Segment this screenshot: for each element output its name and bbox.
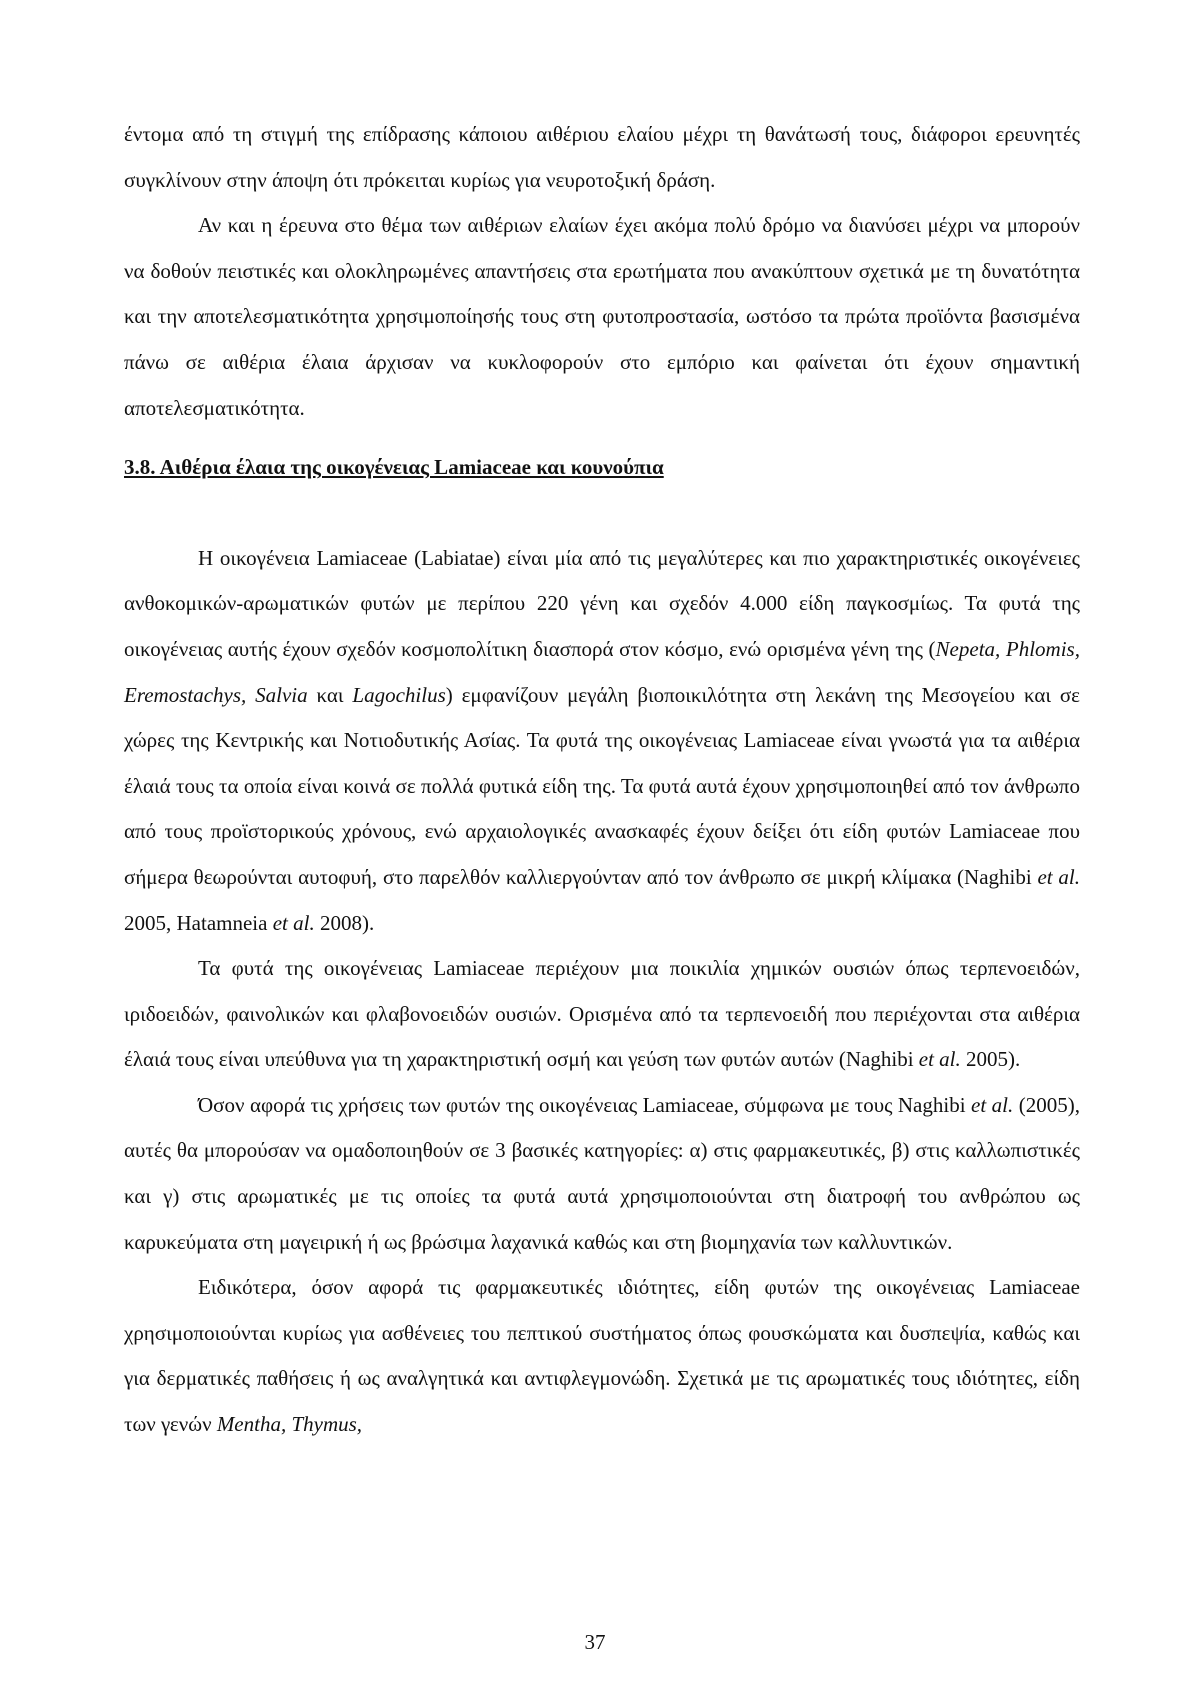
paragraph-text: Τα φυτά της οικογένειας Lamiaceae περιέχουν μια ποικιλία χημικών ουσιών όπως τερπενοειδών, ιριδοειδών, φαινολικών και φλαβονοειδών ουσιών. Ορισμένα από τα τερπενοειδή που περιέχονται στα αιθέρια έλαιά τους είναι υπεύθυνα για τη χαρακτηριστική οσμή και γεύση των φυτών αυτών (Naghibi [124, 956, 1080, 1072]
paragraph: Αν και η έρευνα στο θέμα των αιθέριων ελαίων έχει ακόμα πολύ δρόμο να διανύσει μέχρι να μπορούν να δοθούν πειστικές και ολοκληρωμένες απαντήσεις στα ερωτήματα που ανακύπτουν σχετικά με τη δυνατότητα και την αποτελεσματικότητα χρησιμοποίησής τους στη φυτοπροστασία, ωστόσο τα πρώτα προϊόντα βασισμένα πάνω σε αιθέρια έλαια άρχισαν να κυκλοφορούν στο εμπόριο και φαίνεται ότι έχουν σημαντική αποτελεσματικότητα. [124, 213, 1080, 420]
paragraph [124, 536, 1080, 946]
paragraph [124, 1265, 1080, 1447]
paragraph-text: Ειδικότερα, όσον αφορά τις φαρμακευτικές ιδιότητες, είδη φυτών της οικογένειας Lamiaceae χρησιμοποιούνται κυρίως για ασθένειες του πεπτικού συστήματος όπως φουσκώματα και δυσπεψία, καθώς και για δερματικές παθήσεις ή ως αναλγητικά και αντιφλεγμονώδη. Σχετικά με τις αρωματικές τους ιδιότητες, είδη των γενών [124, 1275, 1080, 1437]
paragraph-text: Η οικογένεια Lamiaceae (Labiatae) είναι μία από τις μεγαλύτερες και πιο χαρακτηριστικές οικογένειες ανθοκομικών-αρωματικών φυτών με περίπου 220 γένη και σχεδόν 4.000 είδη παγκοσμίως. Τα φυτά της οικογένειας αυτής έχουν σχεδόν κοσμοπολίτικη διασπορά στον κόσμο, ενώ ορισμένα γένη της ( [124, 545, 1080, 661]
paragraph-text: Όσον αφορά τις χρήσεις των φυτών της οικογένειας Lamiaceae, σύμφωνα με τους Naghibi [198, 1092, 972, 1117]
continuation-paragraph: έντομα από τη στιγμή της επίδρασης κάποιου αιθέριου ελαίου μέχρι τη θανάτωσή τους, διάφοροι ερευνητές συγκλίνουν στην άποψη ότι πρόκειται κυρίως για νευροτοξική δράση. [124, 122, 1080, 192]
document-page [124, 112, 1080, 1448]
genus-name-italic: Lagochilus [352, 682, 446, 707]
paragraph-text: (2005), αυτές θα μπορούσαν να ομαδοποιηθούν σε 3 βασικές κατηγορίες: α) στις φαρμακευτικές, β) στις καλλωπιστικές και γ) στις αρωματικές με τις οποίες τα φυτά αυτά χρησιμοποιούνται στη διατροφή του ανθρώπου ως καρυκεύματα στη μαγειρική ή ως βρώσιμα λαχανικά καθώς και στη βιομηχανία των καλλυντικών. [124, 1092, 1080, 1254]
genus-names-italic: Mentha, Thymus, [216, 1412, 363, 1437]
paragraph-text: ) εμφανίζουν μεγάλη βιοποικιλότητα στη λεκάνη της Μεσογείου και σε χώρες της Κεντρικής και Νοτιοδυτικής Ασίας. Τα φυτά της οικογένειας Lamiaceae είναι γνωστά για τα αιθέρια έλαιά τους τα οποία είναι κοινά σε πολλά φυτικά είδη της. Τα φυτά αυτά έχουν χρησιμοποιηθεί από τον άνθρωπο από τους προϊστορικούς χρόνους, ενώ αρχαιολογικές ανασκαφές έχουν δείξει ότι είδη φυτών Lamiaceae που σήμερα θεωρούνται αυτοφυή, στο παρελθόν καλλιεργούνταν από τον άνθρωπο σε μικρή κλίμακα (Naghibi [124, 682, 1080, 889]
paragraph-text: 2008). [314, 910, 375, 935]
et-al-italic: et al. [918, 1047, 961, 1072]
paragraph-text: 2005). [960, 1047, 1021, 1072]
et-al-italic: et al. [272, 910, 315, 935]
et-al-italic: et al. [1037, 864, 1080, 889]
et-al-italic: et al. [971, 1092, 1014, 1117]
paragraph [124, 946, 1080, 1083]
paragraph [124, 1083, 1080, 1265]
paragraph-text: και [307, 682, 353, 707]
page-number: 37 [584, 1630, 606, 1654]
genus-names-italic: Nepeta, Phlomis, Eremostachys, Salvia [124, 636, 1080, 707]
section-heading: 3.8. Αιθέρια έλαια της οικογένειας Lamiaceae και κουνούπια [124, 455, 664, 480]
paragraph-text: 2005, Hatamneia [124, 910, 273, 935]
